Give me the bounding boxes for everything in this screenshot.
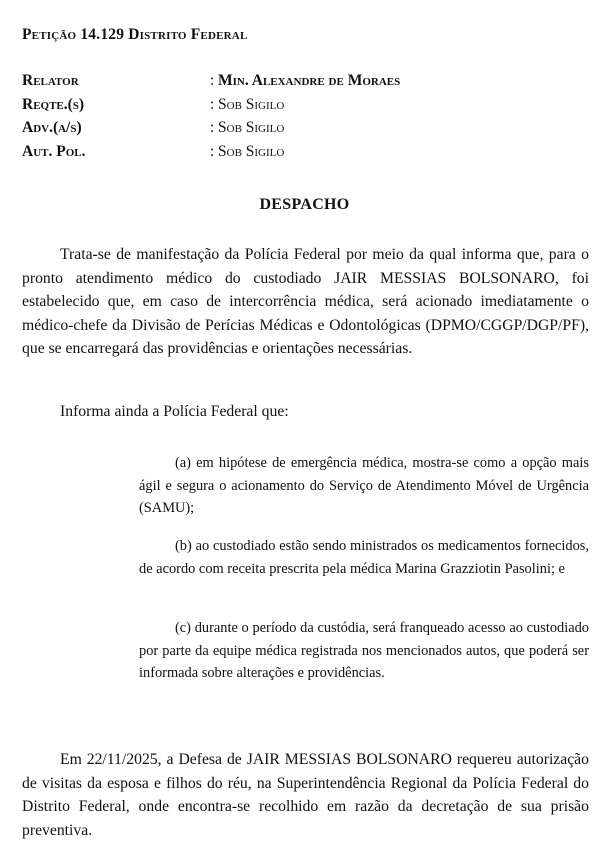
party-name: Sob Sigilo <box>218 142 285 160</box>
party-name: Sob Sigilo <box>218 95 285 113</box>
parties-block <box>22 72 582 166</box>
party-row-reqte <box>22 96 582 120</box>
quote-item-c: (c) durante o período da custódia, será franqueado acesso ao custodiado por parte da equipe médica registrada nos mencionados autos, que poderá ser informada sobre alterações e providências. <box>139 620 589 681</box>
document-heading: DESPACHO <box>259 196 350 213</box>
party-role: Adv.(a/s) <box>22 119 82 136</box>
party-separator: : <box>210 119 215 136</box>
party-row-adv <box>22 119 582 143</box>
party-role: Reqte.(s) <box>22 95 85 113</box>
paragraph-informa: Informa ainda a Polícia Federal que: <box>60 403 289 420</box>
party-row-aut-pol <box>22 143 582 167</box>
quote-item-b: (b) ao custodiado estão sendo ministrados os medicamentos fornecidos, de acordo com receita prescrita pela médica Marina Grazziotin Pasolini; e <box>139 538 589 577</box>
quote-item-a: (a) em hipótese de emergência médica, mostra-se como a opção mais ágil e segura o acionamento do Serviço de Atendimento Móvel de Urgência (SAMU); <box>139 455 589 516</box>
party-name: Sob Sigilo <box>218 119 285 136</box>
party-role: Relator <box>22 72 79 89</box>
party-separator: : <box>210 72 215 89</box>
case-title: Petição 14.129 Distrito Federal <box>22 26 248 43</box>
party-separator: : <box>210 142 215 160</box>
party-name: Min. Alexandre de Moraes <box>218 72 401 89</box>
party-row-relator <box>22 72 582 96</box>
party-separator: : <box>210 95 215 113</box>
paragraph-intro: Trata-se de manifestação da Polícia Federal por meio da qual informa que, para o pronto atendimento médico do custodiado JAIR MESSIAS BOLSONARO, foi estabelecido que, em caso de intercorrência médica, será acionado imediatamente o médico-chefe da Divisão de Perícias Médicas e Odontológicas (DPMO/CGGP/DGP/PF), que se encarregará das providências e orientações necessárias. <box>22 246 589 358</box>
paragraph-defesa: Em 22/11/2025, a Defesa de JAIR MESSIAS BOLSONARO requereu autorização de visitas da esposa e filhos do réu, na Superintendência Regional da Polícia Federal do Distrito Federal, onde encontra-se recolhido em razão da decretação de sua prisão preventiva. <box>22 751 589 839</box>
party-role: Aut. Pol. <box>22 142 86 160</box>
